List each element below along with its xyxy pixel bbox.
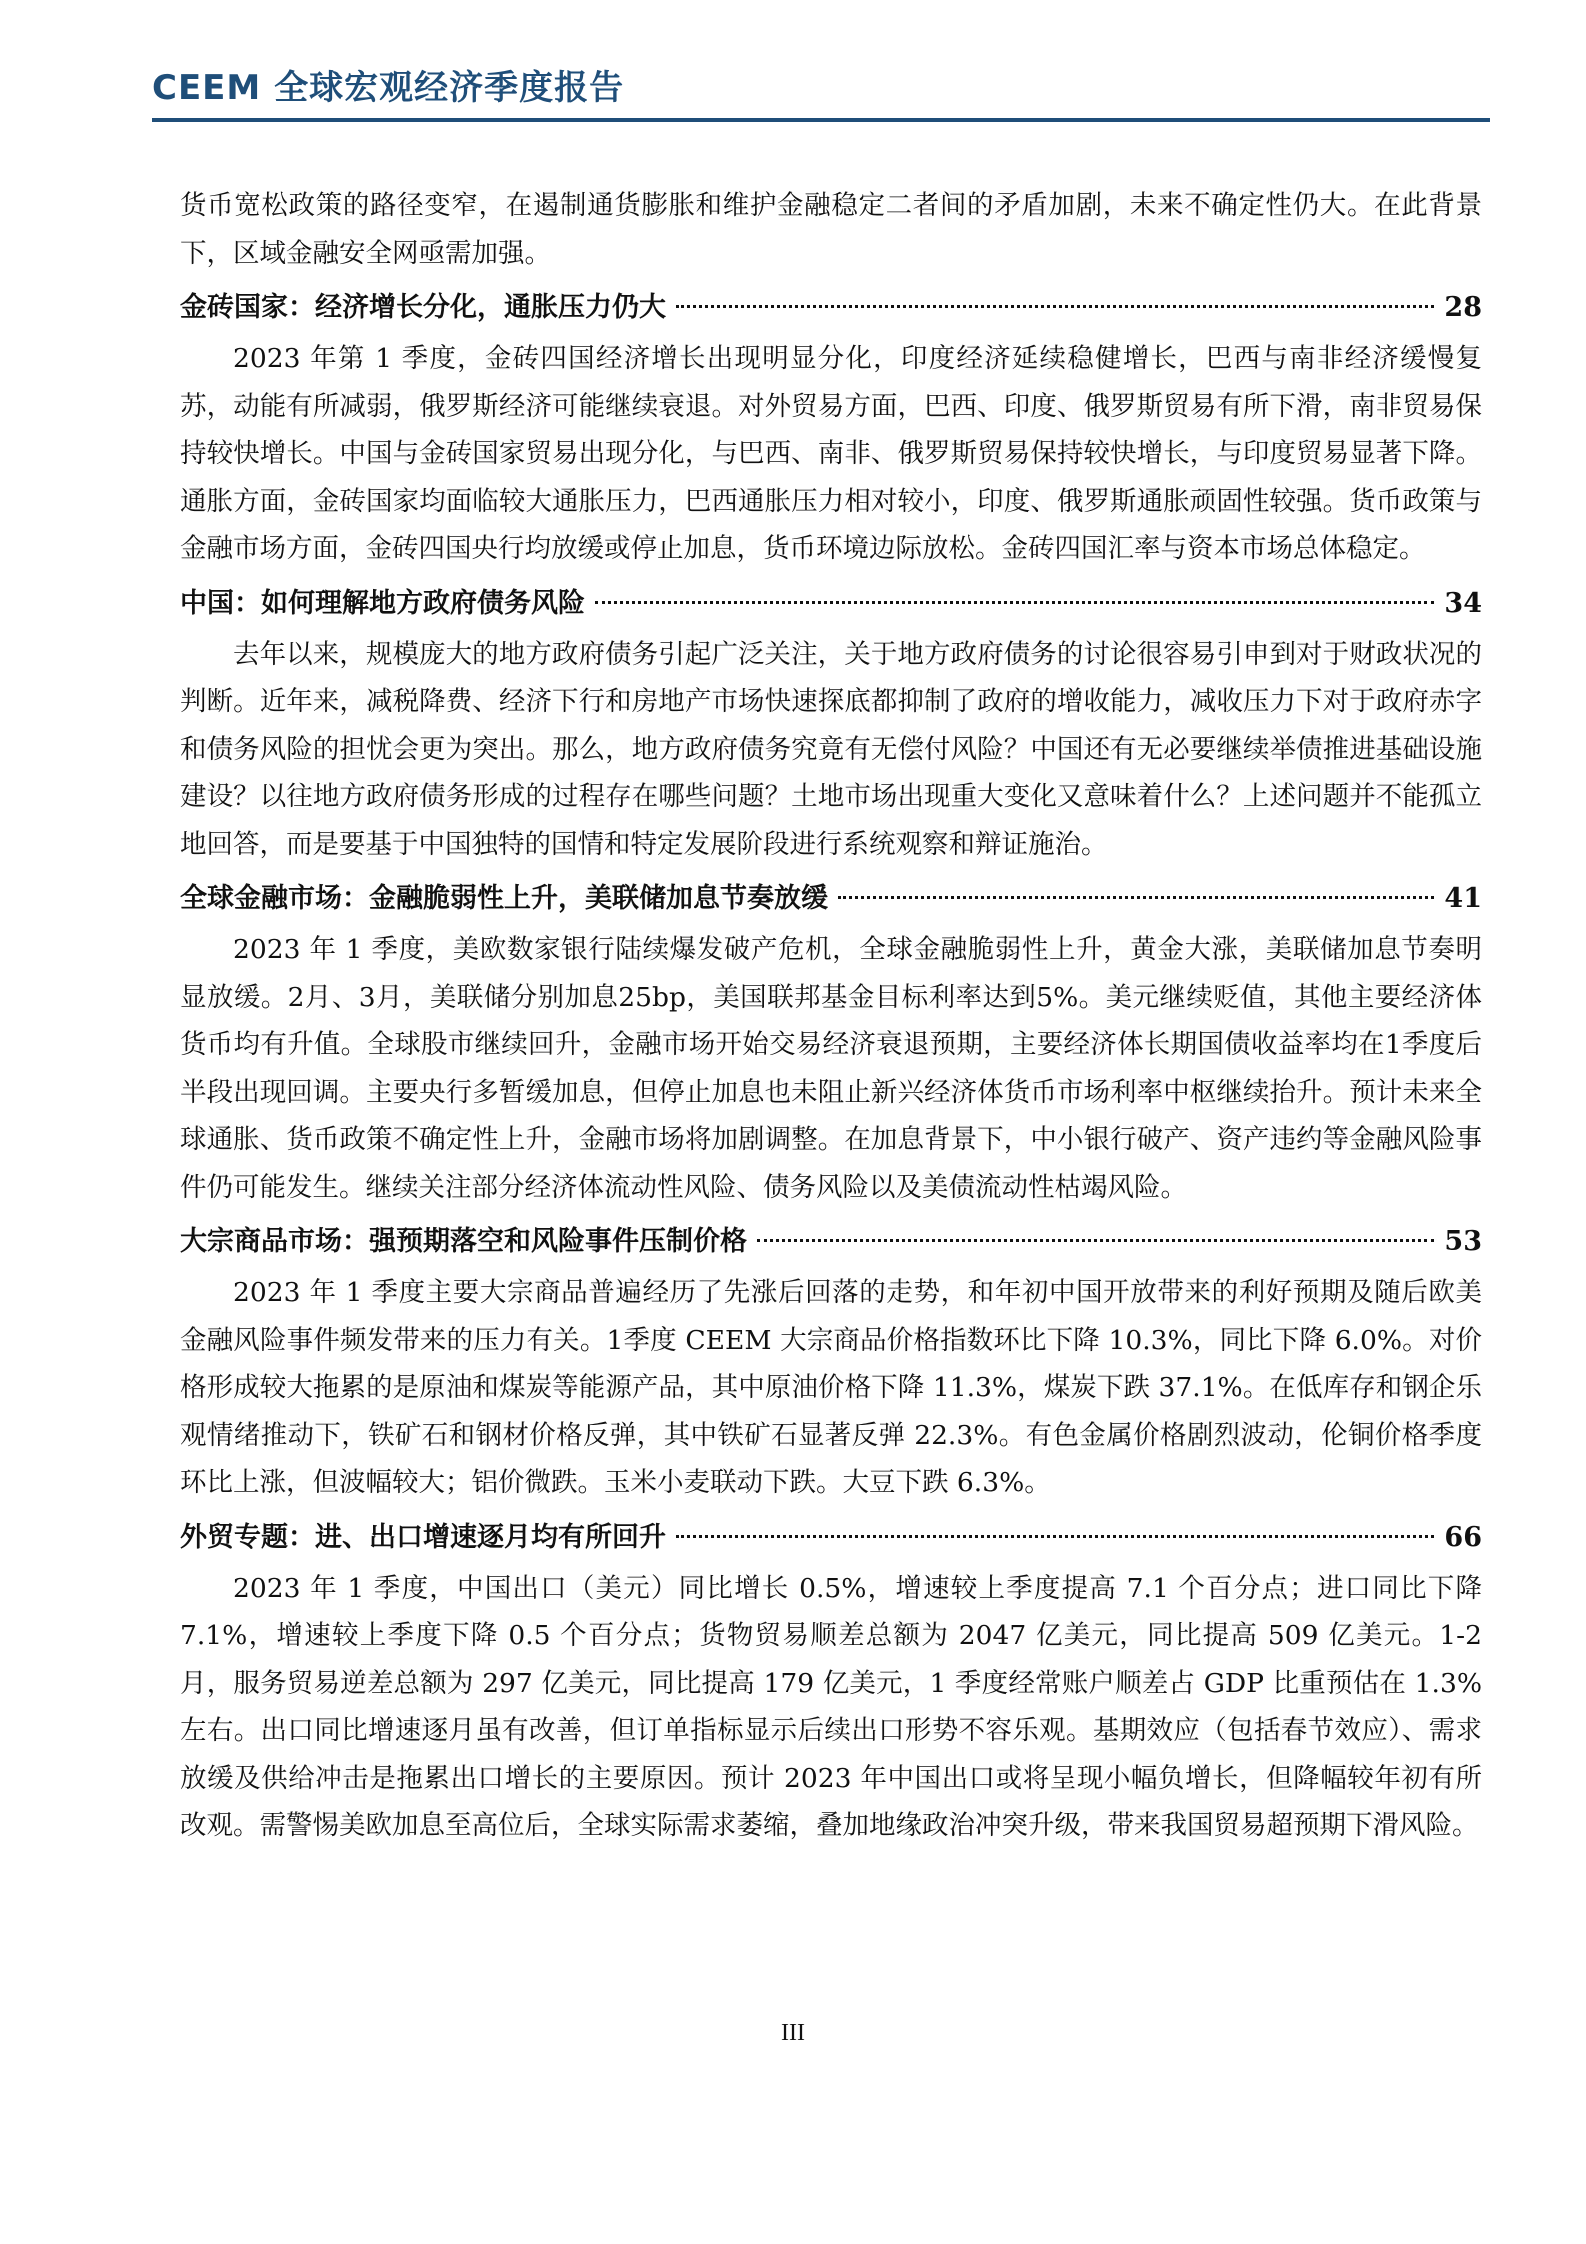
header-divider: [152, 118, 1490, 122]
toc-entry-title: 金砖国家：经济增长分化，通胀压力仍大: [180, 292, 666, 323]
dot-leader: [838, 896, 1434, 899]
page-content: [180, 182, 1482, 1850]
section-summary: 去年以来，规模庞大的地方政府债务引起广泛关注，关于地方政府债务的讨论很容易引申到对于财政状况的判断。近年来，减税降费、经济下行和房地产市场快速探底都抑制了政府的增收能力，减收压力下对于政府赤字和债务风险的担忧会更为突出。那么，地方政府债务究竟有无偿付风险？中国还有无必要继续举债推进基础设施建设？以往地方政府债务形成的过程存在哪些问题？土地市场出现重大变化又意味着什么？上述问题并不能孤立地回答，而是要基于中国独特的国情和特定发展阶段进行系统观察和辩证施治。: [180, 638, 1482, 860]
toc-entry[interactable]: [180, 577, 1482, 631]
toc-entry-page: 41: [1444, 883, 1482, 914]
section-summary: 2023 年 1 季度，美欧数家银行陆续爆发破产危机，全球金融脆弱性上升，黄金大涨，美联储加息节奏明显放缓。2月、3月，美联储分别加息25bp，美国联邦基金目标利率达到5%。美元继续贬值，其他主要经济体货币均有升值。全球股市继续回升，金融市场开始交易经济衰退预期，主要经济体长期国债收益率均在1季度后半段出现回调。主要央行多暂缓加息，但停止加息也未阻止新兴经济体货币市场利率中枢继续抬升。预计未来全球通胀、货币政策不确定性上升，金融市场将加剧调整。在加息背景下，中小银行破产、资产违约等金融风险事件仍可能发生。继续关注部分经济体流动性风险、债务风险以及美债流动性枯竭风险。: [180, 934, 1482, 1203]
toc-entry-title: 外贸专题：进、出口增速逐月均有所回升: [180, 1521, 666, 1553]
dot-leader: [595, 601, 1434, 604]
section-summary: 2023 年 1 季度，中国出口（美元）同比增长 0.5%，增速较上季度提高 7.1 个百分点；进口同比下降 7.1%，增速较上季度下降 0.5 个百分点；货物贸易顺差总额为 2047 亿美元，同比提高 509 亿美元。1-2 月，服务贸易逆差总额为 297 亿美元，同比提高 179 亿美元，1 季度经常账户顺差占 GDP 比重预估在 1.3%左右。出口同比增速逐月虽有改善，但订单指标显示后续出口形势不容乐观。基期效应（包括春节效应）、需求放缓及供给冲击是拖累出口增长的主要原因。预计 2023 年中国出口或将呈现小幅负增长，但降幅较年初有所改观。需警惕美欧加息至高位后，全球实际需求萎缩，叠加地缘政治冲突升级，带来我国贸易超预期下滑风险。: [180, 1572, 1482, 1841]
dot-leader: [676, 1535, 1434, 1538]
toc-entry-page: 53: [1444, 1226, 1482, 1257]
toc-section-global-finance: [180, 872, 1482, 1211]
report-title: CEEM 全球宏观经济季度报告: [152, 68, 625, 108]
toc-section-trade: [180, 1511, 1482, 1850]
toc-entry-page: 34: [1444, 587, 1482, 619]
toc-section-commodities: [180, 1215, 1482, 1507]
toc-entry-page: 66: [1444, 1521, 1482, 1553]
toc-entry-title: 全球金融市场：金融脆弱性上升，美联储加息节奏放缓: [180, 883, 828, 914]
toc-entry[interactable]: [180, 872, 1482, 926]
section-summary: 2023 年 1 季度主要大宗商品普遍经历了先涨后回落的走势，和年初中国开放带来的利好预期及随后欧美金融风险事件频发带来的压力有关。1季度 CEEM 大宗商品价格指数环比下降 10.3%，同比下降 6.0%。对价格形成较大拖累的是原油和煤炭等能源产品，其中原油价格下降 11.3%，煤炭下跌 37.1%。在低库存和钢企乐观情绪推动下，铁矿石和钢材价格反弹，其中铁矿石显著反弹 22.3%。有色金属价格剧烈波动，伦铜价格季度环比上涨，但波幅较大；铝价微跌。玉米小麦联动下跌。大豆下跌 6.3%。: [180, 1277, 1482, 1498]
page-header: [152, 64, 1490, 122]
section-summary: 2023 年第 1 季度，金砖四国经济增长出现明显分化，印度经济延续稳健增长，巴西与南非经济缓慢复苏，动能有所减弱，俄罗斯经济可能继续衰退。对外贸易方面，巴西、印度、俄罗斯贸易有所下滑，南非贸易保持较快增长。中国与金砖国家贸易出现分化，与巴西、南非、俄罗斯贸易保持较快增长，与印度贸易显著下降。通胀方面，金砖国家均面临较大通胀压力，巴西通胀压力相对较小，印度、俄罗斯通胀顽固性较强。货币政策与金融市场方面，金砖四国央行均放缓或停止加息，货币环境边际放松。金砖四国汇率与资本市场总体稳定。: [180, 343, 1482, 564]
toc-entry-page: 28: [1444, 292, 1482, 323]
page-number: III: [781, 2020, 805, 2046]
toc-section-brics: [180, 281, 1482, 573]
toc-section-china: [180, 577, 1482, 869]
toc-entry[interactable]: [180, 1511, 1482, 1565]
toc-entry[interactable]: [180, 281, 1482, 335]
toc-entry-title: 中国：如何理解地方政府债务风险: [180, 587, 585, 619]
dot-leader: [757, 1239, 1434, 1242]
toc-entry[interactable]: [180, 1215, 1482, 1269]
toc-entry-title: 大宗商品市场：强预期落空和风险事件压制价格: [180, 1226, 747, 1257]
dot-leader: [676, 305, 1434, 308]
intro-paragraph: 货币宽松政策的路径变窄，在遏制通货膨胀和维护金融稳定二者间的矛盾加剧，未来不确定性仍大。在此背景下，区域金融安全网亟需加强。: [180, 190, 1482, 269]
